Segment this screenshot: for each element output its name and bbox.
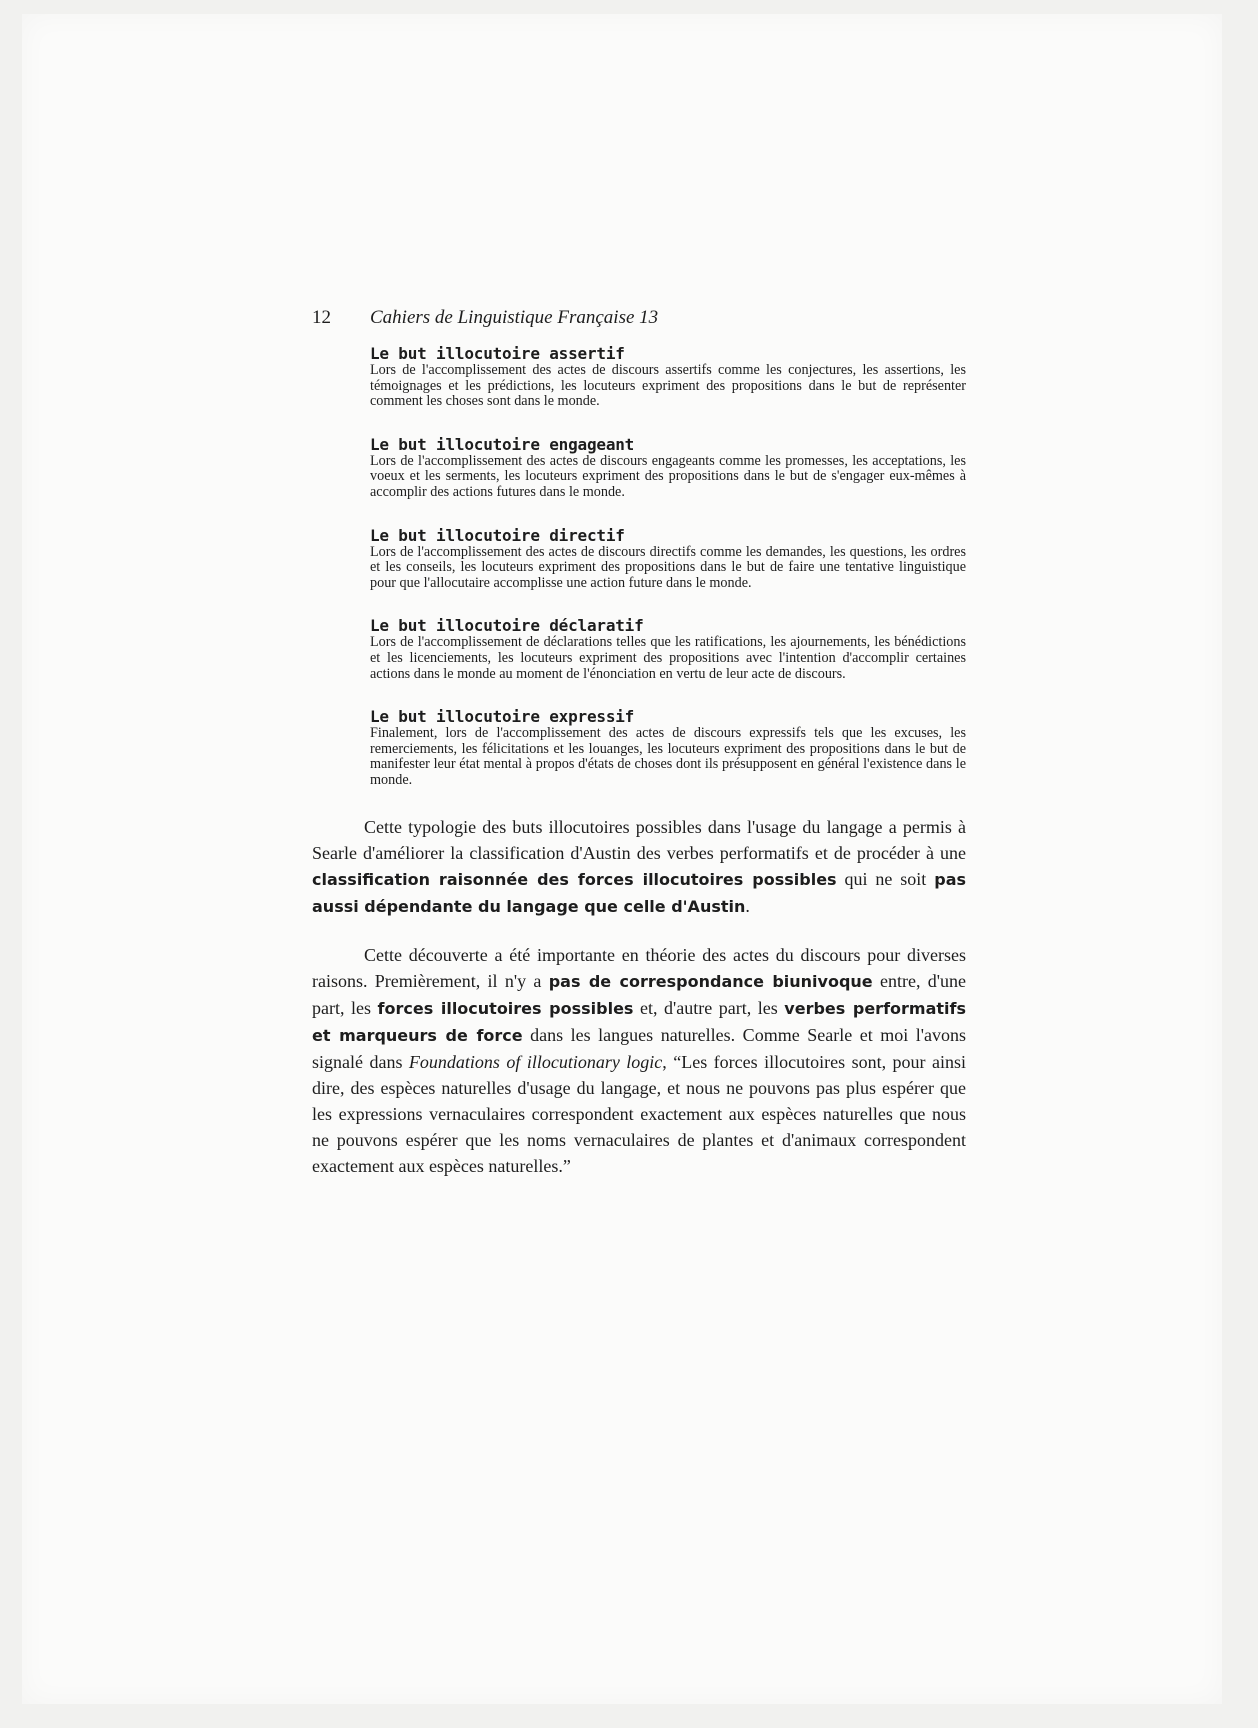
bold-phrase: pas aussi dépendante du langage que celle d'Austin	[312, 869, 967, 916]
goal-text: Lors de l'accomplissement des actes de discours directifs comme les demandes, les questions, les ordres et les conseils, les locuteurs expriment des propositions dans le but de faire une tentative linguistique pour que l'allocutaire accomplisse une action future dans le monde.	[370, 543, 966, 591]
body-paragraph-discovery	[312, 942, 966, 1179]
goal-assertif	[370, 344, 966, 410]
page-content	[312, 306, 966, 1201]
body-paragraph-typology	[312, 814, 966, 920]
goal-declaratif	[370, 616, 966, 682]
text-run: et, d'autre part, les	[633, 997, 785, 1018]
bold-phrase: verbes performatifs et marqueurs de force	[312, 998, 967, 1045]
goal-text: Finalement, lors de l'accomplissement des actes de discours expressifs tels que les excuses, les remerciements, les félicitations et les louanges, les locuteurs expriment des propositions dans le but de manifester leur état mental à propos d'états de choses dont ils présupposent en général l'existence dans le monde.	[370, 725, 966, 788]
scanned-page	[22, 14, 1222, 1704]
goal-expressif	[370, 707, 966, 788]
text-run: dans les langues naturelles. Comme Searle et moi l'avons signalé dans	[312, 1024, 966, 1072]
bold-phrase: pas de correspondance biunivoque	[548, 971, 873, 991]
running-header	[312, 306, 966, 330]
bold-phrase: classification raisonnée des forces illocutoires possibles	[312, 869, 837, 889]
journal-title: Cahiers de Linguistique Française 13	[370, 307, 659, 328]
goal-title: Le but illocutoire engageant	[370, 434, 635, 454]
goal-text: Lors de l'accomplissement des actes de discours assertifs comme les conjectures, les assertions, les témoignages et les prédictions, les locuteurs expriment des propositions dans le but de représenter comment les choses sont dans le monde.	[370, 362, 966, 410]
text-run: .	[745, 895, 750, 916]
text-run: entre, d'une part, les	[312, 970, 966, 1018]
text-run: qui ne soit	[836, 868, 935, 889]
page-number: 12	[312, 307, 331, 328]
text-run: , “Les forces illocutoires sont, pour ainsi dire, des espèces naturelles d'usage du langage, et nous ne pouvons pas plus espérer que les expressions vernaculaires correspondent exactement aux espèces naturelles que nous ne pouvons espérer que les noms vernaculaires de plantes et d'animaux correspondent exactement aux espèces naturelles.”	[312, 1051, 966, 1176]
goal-directif	[370, 526, 966, 592]
bold-phrase: forces illocutoires possibles	[377, 998, 634, 1018]
goal-engageant	[370, 435, 966, 501]
goal-text: Lors de l'accomplissement des actes de discours engageants comme les promesses, les acceptations, les voeux et les serments, les locuteurs expriment des propositions dans le but de s'engager eux-mêmes à accomplir des actions futures dans le monde.	[370, 452, 966, 500]
goal-title: Le but illocutoire directif	[370, 525, 625, 545]
goal-title: Le but illocutoire assertif	[370, 344, 625, 363]
text-run: Cette découverte a été importante en théorie des actes du discours pour diverses raisons. Premièrement, il n'y a	[312, 944, 966, 991]
text-run: Cette typologie des buts illocutoires possibles dans l'usage du langage a permis à Searle d'améliorer la classification d'Austin des verbes performatifs et de procéder à une	[312, 816, 966, 863]
goal-title: Le but illocutoire expressif	[370, 707, 635, 727]
goal-text: Lors de l'accomplissement de déclarations telles que les ratifications, les ajournements, les bénédictions et les licenciements, les locuteurs expriment des propositions avec l'intention d'accomplir certaines actions dans le monde au moment de l'énonciation en vertu de leur acte de discours.	[370, 634, 966, 682]
goal-title: Le but illocutoire déclaratif	[370, 616, 644, 636]
book-title: Foundations of illocutionary logic	[408, 1051, 663, 1072]
